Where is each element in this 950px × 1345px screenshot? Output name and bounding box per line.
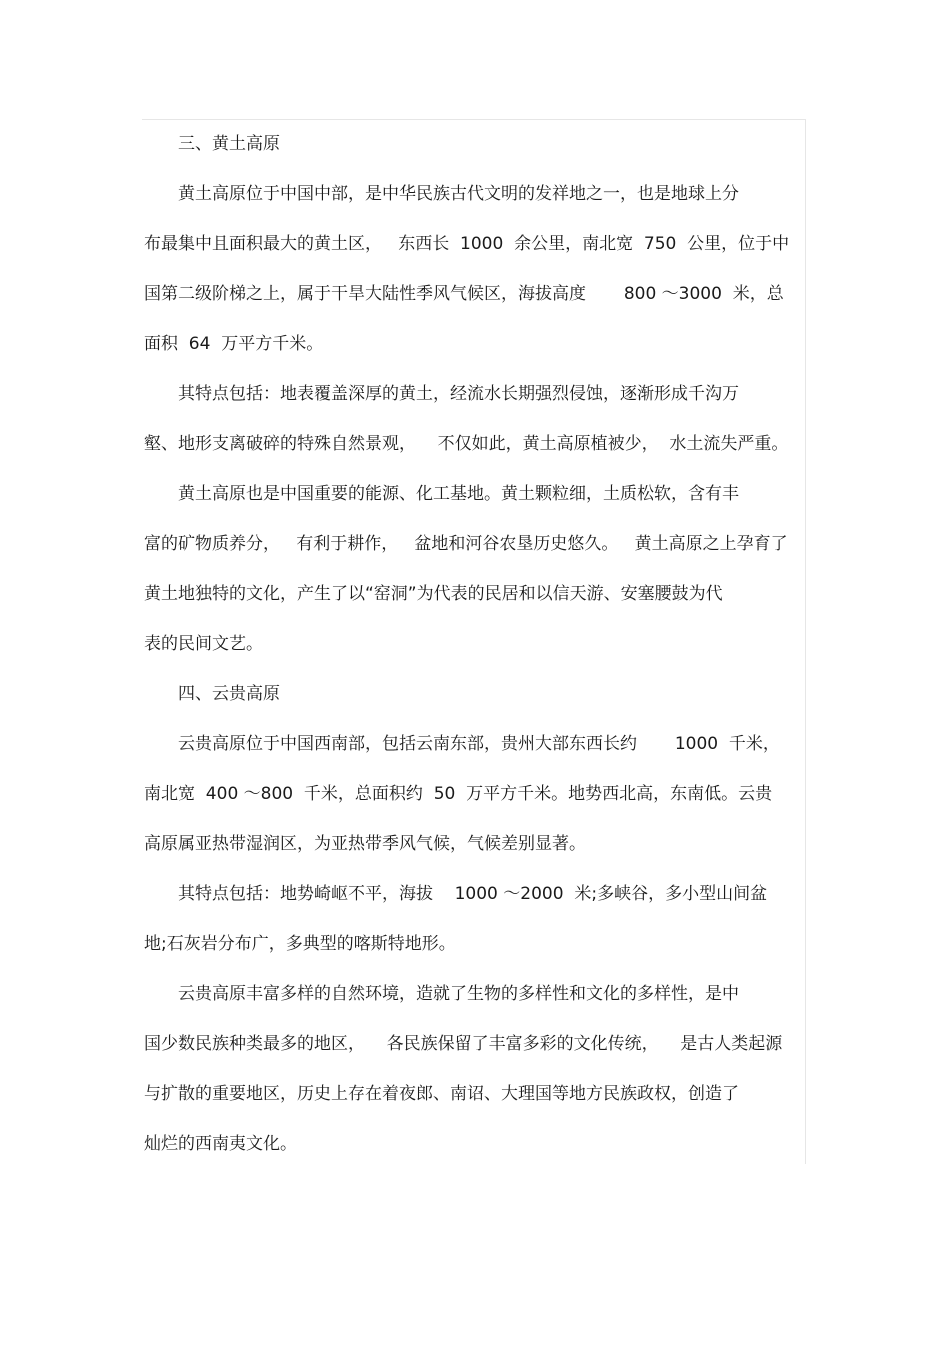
section-heading-loess-plateau: 三、黄土高原	[178, 134, 280, 154]
paragraph-line: 云贵高原丰富多样的自然环境，造就了生物的多样性和文化的多样性，是中	[178, 984, 739, 1004]
paragraph-line: 其特点包括：地表覆盖深厚的黄土，经流水长期强烈侵蚀，逐渐形成千沟万	[178, 384, 739, 404]
paragraph-line: 布最集中且面积最大的黄土区， 东西长 1000 余公里，南北宽 750 公里，位于中	[144, 234, 790, 254]
section-heading-yungui-plateau: 四、云贵高原	[178, 684, 280, 704]
paragraph-line: 灿烂的西南夷文化。	[144, 1134, 297, 1154]
paragraph-line: 黄土地独特的文化，产生了以“窑洞”为代表的民居和以信天游、安塞腰鼓为代	[144, 584, 723, 604]
paragraph-line: 国少数民族种类最多的地区， 各民族保留了丰富多彩的文化传统， 是古人类起源	[144, 1034, 783, 1054]
paragraph-line: 富的矿物质养分， 有利于耕作， 盆地和河谷农垦历史悠久。 黄土高原之上孕育了	[144, 534, 788, 554]
paragraph-line: 表的民间文艺。	[144, 634, 263, 654]
paragraph-line: 高原属亚热带湿润区，为亚热带季风气候，气候差别显著。	[144, 834, 586, 854]
paragraph-line: 黄土高原也是中国重要的能源、化工基地。黄土颗粒细，土质松软，含有丰	[178, 484, 739, 504]
paragraph-line: 壑、地形支离破碎的特殊自然景观， 不仅如此，黄土高原植被少， 水土流失严重。	[144, 434, 789, 454]
paragraph-line: 云贵高原位于中国西南部，包括云南东部，贵州大部东西长约 1000 千米，	[178, 734, 780, 754]
paragraph-line: 黄土高原位于中国中部，是中华民族古代文明的发祥地之一，也是地球上分	[178, 184, 739, 204]
paragraph-line: 面积 64 万平方千米。	[144, 334, 324, 354]
paragraph-line: 与扩散的重要地区，历史上存在着夜郎、南诏、大理国等地方民族政权，创造了	[144, 1084, 739, 1104]
paragraph-line: 地;石灰岩分布广，多典型的喀斯特地形。	[144, 934, 456, 954]
paragraph-line: 南北宽 400 ～800 千米，总面积约 50 万平方千米。地势西北高，东南低。云贵	[144, 784, 773, 804]
paragraph-line: 其特点包括：地势崎岖不平，海拔 1000 ～2000 米;多峡谷，多小型山间盆	[178, 884, 768, 904]
paragraph-line: 国第二级阶梯之上，属于干旱大陆性季风气候区，海拔高度 800 ～3000 米，总	[144, 284, 784, 304]
